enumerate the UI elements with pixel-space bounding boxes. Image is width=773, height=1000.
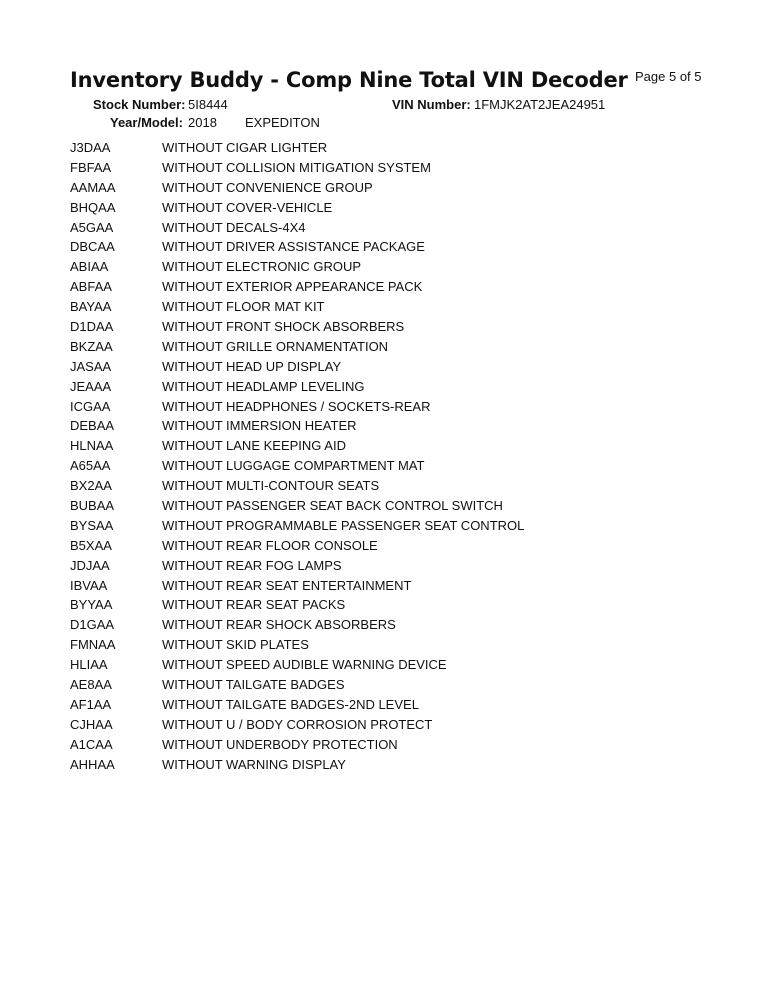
option-code: A5GAA (70, 219, 114, 235)
option-description: WITHOUT TAILGATE BADGES-2ND LEVEL (162, 696, 419, 712)
option-code: BUBAA (70, 498, 115, 514)
option-description: WITHOUT TAILGATE BADGES (162, 677, 345, 693)
option-description: WITHOUT SPEED AUDIBLE WARNING DEVICE (162, 657, 447, 673)
option-code: HLNAA (70, 438, 114, 454)
option-code: ICGAA (70, 398, 111, 414)
option-description: WITHOUT DRIVER ASSISTANCE PACKAGE (162, 239, 425, 255)
option-description: WITHOUT COVER-VEHICLE (162, 199, 333, 215)
option-description: WITHOUT HEADLAMP LEVELING (162, 378, 365, 394)
option-code: IBVAA (70, 577, 108, 593)
option-code: BHQAA (70, 199, 116, 215)
option-description: WITHOUT COLLISION MITIGATION SYSTEM (162, 159, 431, 175)
option-code: AF1AA (70, 696, 112, 712)
option-code: AAMAA (70, 179, 116, 195)
option-code: JDJAA (70, 557, 110, 573)
option-code: J3DAA (70, 140, 111, 155)
option-description: WITHOUT REAR SEAT ENTERTAINMENT (162, 577, 412, 593)
option-code: DEBAA (70, 418, 115, 434)
option-description: WITHOUT PROGRAMMABLE PASSENGER SEAT CONTROL (162, 517, 525, 533)
option-code: D1DAA (70, 319, 114, 335)
option-code: D1GAA (70, 617, 115, 633)
option-description: WITHOUT REAR SHOCK ABSORBERS (162, 617, 396, 633)
option-code: CJHAA (70, 716, 113, 732)
option-code: DBCAA (70, 239, 115, 255)
option-code: ABIAA (70, 259, 109, 275)
option-description: WITHOUT LANE KEEPING AID (162, 438, 346, 454)
year-model-label: Year/Model: (110, 115, 183, 130)
option-code: ABFAA (70, 279, 112, 295)
option-description: WITHOUT REAR SEAT PACKS (162, 597, 346, 613)
option-description: WITHOUT MULTI-CONTOUR SEATS (162, 478, 380, 494)
option-code: HLIAA (70, 657, 108, 673)
option-code: B5XAA (70, 537, 112, 553)
option-code: FBFAA (70, 159, 112, 175)
option-code: A65AA (70, 458, 111, 474)
option-description: WITHOUT REAR FLOOR CONSOLE (162, 537, 378, 553)
vin-number-label: VIN Number: (392, 97, 471, 112)
vin-number-value: 1FMJK2AT2JEA24951 (474, 97, 606, 112)
option-description: WITHOUT EXTERIOR APPEARANCE PACK (162, 279, 423, 295)
option-description: WITHOUT PASSENGER SEAT BACK CONTROL SWITCH (162, 498, 503, 514)
page-title: Inventory Buddy - Comp Nine Total VIN Decoder (70, 68, 628, 92)
option-code: AE8AA (70, 677, 112, 693)
option-description: WITHOUT CIGAR LIGHTER (162, 140, 328, 155)
option-code: A1CAA (70, 736, 113, 752)
option-code: FMNAA (70, 637, 116, 653)
option-description: WITHOUT IMMERSION HEATER (162, 418, 357, 434)
option-description: WITHOUT SKID PLATES (162, 637, 309, 653)
option-description: WITHOUT U / BODY CORROSION PROTECT (162, 716, 433, 732)
year-value: 2018 (188, 115, 217, 130)
option-description: WITHOUT FRONT SHOCK ABSORBERS (162, 319, 405, 335)
option-description: WITHOUT HEAD UP DISPLAY (162, 358, 342, 374)
option-description: WITHOUT LUGGAGE COMPARTMENT MAT (162, 458, 425, 474)
option-code: BAYAA (70, 299, 112, 315)
option-description: WITHOUT UNDERBODY PROTECTION (162, 736, 398, 752)
option-description: WITHOUT DECALS-4X4 (162, 219, 306, 235)
option-description: WITHOUT REAR FOG LAMPS (162, 557, 342, 573)
model-value: EXPEDITON (245, 115, 320, 130)
stock-number-label: Stock Number: (93, 97, 186, 112)
option-code: BYSAA (70, 517, 114, 533)
option-description: WITHOUT HEADPHONES / SOCKETS-REAR (162, 398, 431, 414)
option-code: JEAAA (70, 378, 112, 394)
option-description: WITHOUT CONVENIENCE GROUP (162, 179, 373, 195)
option-description: WITHOUT ELECTRONIC GROUP (162, 259, 362, 275)
option-code: BYYAA (70, 597, 113, 613)
option-description: WITHOUT GRILLE ORNAMENTATION (162, 338, 389, 354)
option-code: BX2AA (70, 478, 112, 494)
stock-number-value: 5I8444 (188, 97, 228, 112)
option-code: JASAA (70, 358, 112, 374)
page-number: Page 5 of 5 (635, 69, 702, 84)
option-code: AHHAA (70, 756, 115, 772)
option-code: BKZAA (70, 338, 113, 354)
option-description: WITHOUT WARNING DISPLAY (162, 756, 346, 772)
option-description: WITHOUT FLOOR MAT KIT (162, 299, 325, 315)
